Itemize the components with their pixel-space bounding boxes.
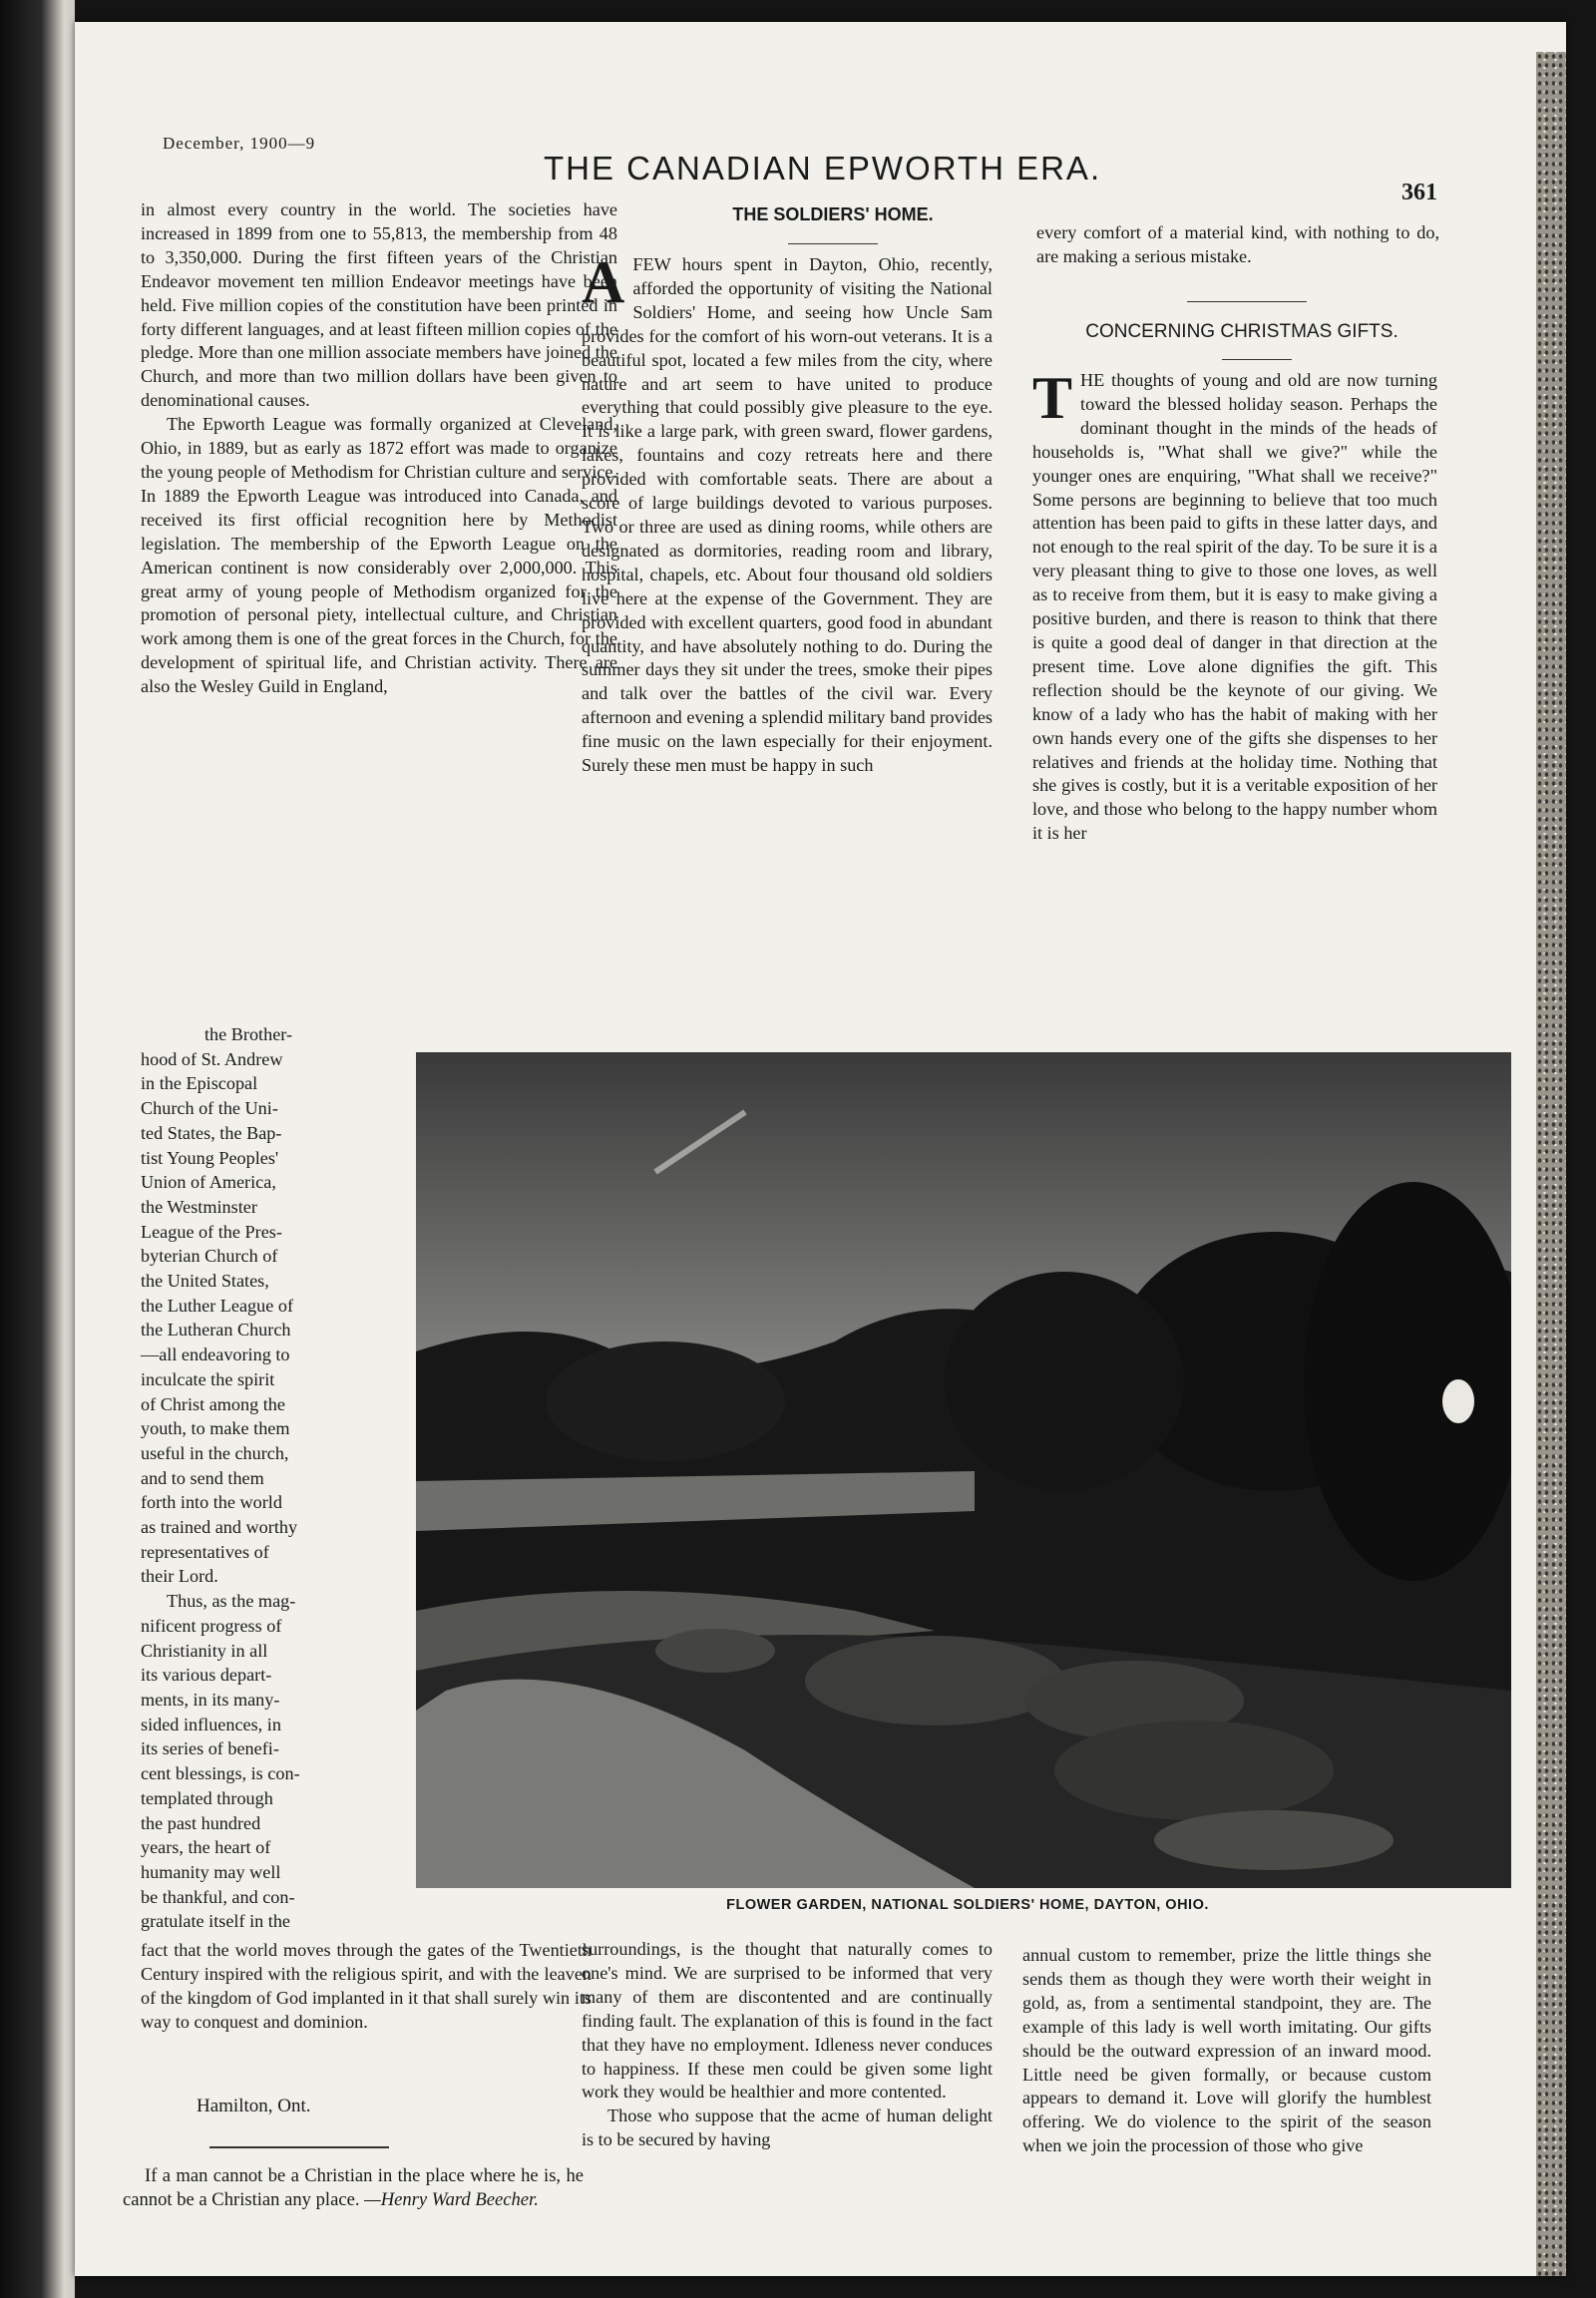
narrow-line: ments, in its many- [141, 1689, 280, 1710]
column-3-bottom [1022, 1944, 1431, 2158]
narrow-line: tist Young Peoples' [141, 1147, 279, 1168]
photo-caption: FLOWER GARDEN, NATIONAL SOLDIERS' HOME, DAYTON, OHIO. [726, 1897, 1209, 1913]
narrow-line: its series of benefi- [141, 1738, 279, 1759]
column-1-narrow [141, 1022, 400, 1934]
heading-rule [788, 243, 878, 244]
narrow-line: humanity may well [141, 1861, 281, 1882]
flower-garden-photo [416, 1052, 1511, 1888]
conclusion-paragraph: fact that the world moves through the gates of the Twentieth Century inspired with the religious spirit, and with the leaven of the kingdom of God implanted in it that shall surely win its way to conquest and dominion. [141, 1940, 592, 2032]
narrow-line: gratulate itself in the [141, 1911, 290, 1932]
narrow-line: the Brother- [204, 1024, 293, 1044]
narrow-line: nificent progress of [141, 1615, 282, 1636]
narrow-line: its various depart- [141, 1665, 272, 1686]
column-2-bottom [582, 1938, 993, 2152]
quote-author: —Henry Ward Beecher. [364, 2189, 539, 2210]
narrow-line: in the Episcopal [141, 1073, 258, 1094]
narrow-line: and to send them [141, 1467, 264, 1488]
drop-cap-t: T [1032, 365, 1073, 431]
column-1-top [141, 198, 617, 699]
narrow-line: sided influences, in [141, 1714, 281, 1734]
narrow-line: be thankful, and con- [141, 1886, 295, 1907]
garden-photo-image [416, 1052, 1511, 1888]
narrow-line: hood of St. Andrew [141, 1048, 283, 1069]
narrow-text [141, 1022, 400, 1934]
column-2-top [582, 249, 993, 778]
acme-paragraph: Those who suppose that the acme of human delight is to be secured by having [582, 2106, 993, 2150]
beecher-quote [123, 2164, 584, 2212]
signature: Hamilton, Ont. [197, 2096, 311, 2116]
issue-date: December, 1900—9 [163, 134, 316, 153]
endeavor-paragraph: in almost every country in the world. The societies have increased in 1899 from one to 55,813, the membership from 48 to 3,350,000. During the first fifteen years of the Christian Endeavor movement ten million Endeavor meetings have been held. Five million copies of the constitution have been printed in forty different languages, and at least fifteen million copies of the pledge. More than one million associate members have joined the Church, and more than two million dollars have been given to denominational causes. [141, 199, 617, 411]
column-3-middle [1032, 365, 1437, 846]
narrow-line: youth, to make them [141, 1418, 290, 1439]
narrow-line: —all endeavoring to [141, 1344, 290, 1365]
decorative-border [1536, 52, 1566, 2276]
section-rule [1187, 301, 1307, 302]
drop-cap-a: A [582, 249, 625, 315]
epworth-paragraph: The Epworth League was formally organized at Cleveland, Ohio, in 1889, but as early as 1872 effort was made to organize the young people of Methodism for Christian culture and service. In 1889 the Epworth League was introduced into Canada, and received its first official recognition here by Methodist legislation. The membership of the Epworth League on the American continent is now considerably over 2,000,000. This great army of young people of Methodism organized for the promotion of personal piety, intellectual culture, and Christian work among them is one of the great forces in the Church, for the development of spiritual life, and Christian activity. There are also the Wesley Guild in England, [141, 414, 617, 697]
narrow-line: Church of the Uni- [141, 1098, 278, 1119]
divider [209, 2146, 389, 2148]
narrow-line: the United States, [141, 1271, 269, 1292]
custom-paragraph: annual custom to remember, prize the little things she sends them as though they were worth their weight in gold, as, from a sentimental standpoint, they are. The example of this lady is well worth imitating. Our gifts should be the outward expression of an inward mood. Little need be given formally, or because custom appears to demand it. Love will glorify the humblest offering. We do violence to the spirit of the season when we join the procession of those who give [1022, 1945, 1431, 2156]
book-binding-edge [0, 0, 75, 2298]
column-1-bottom [141, 1939, 592, 2035]
narrow-line: inculcate the spirit [141, 1368, 275, 1389]
narrow-line: the Lutheran Church [141, 1320, 291, 1340]
soldiers-discontent-paragraph: surroundings, is the thought that naturally comes to one's mind. We are surprised to be informed that very many of them are discontented and are continually finding fault. The explanation of this is found in the fact that they have no employment. Idleness never conduces to happiness. If these men could be given some light work they would be healthier and more contented. [582, 1939, 993, 2103]
narrow-line: templated through [141, 1787, 273, 1808]
narrow-line: Union of America, [141, 1172, 276, 1193]
christmas-gifts-heading: CONCERNING CHRISTMAS GIFTS. [1085, 321, 1398, 342]
narrow-line: the past hundred [141, 1812, 261, 1833]
narrow-line: years, the heart of [141, 1837, 271, 1858]
column-3-top [1036, 221, 1439, 269]
christmas-paragraph: HE thoughts of young and old are now turning toward the blessed holiday season. Perhaps the dominant thought in the minds of the heads of households is, "What shall we give?" while the younger ones are enquiring, "What shall we receive?" Some persons are beginning to believe that too much attention has been paid to gifts in these latter days, and not enough to the real spirit of the day. To be sure it is a very pleasant thing to give to those one loves, as well as to receive from them, but it is easy to make giving a positive burden, and there is reason to think that there is quite a good deal of danger in that direction at the present time. Love alone dignifies the gift. This reflection should be the keynote of our giving. We know of a lady who has the habit of making with her own hands every one of the gifts she dispenses to her relatives and friends at the holiday time. Nothing that she gives is costly, but it is a veritable exposition of her love, and those who belong to the happy number whom it is her [1032, 370, 1437, 844]
narrow-line: the Westminster [141, 1196, 257, 1217]
narrow-line: their Lord. [141, 1566, 218, 1587]
narrow-line: forth into the world [141, 1492, 282, 1513]
quote-text: If a man cannot be a Christian in the place where he is, he cannot be a Christian any place. [123, 2165, 584, 2210]
comfort-paragraph: every comfort of a material kind, with nothing to do, are making a serious mistake. [1036, 222, 1439, 266]
soldiers-home-heading: THE SOLDIERS' HOME. [732, 204, 934, 224]
narrow-line: League of the Pres- [141, 1221, 282, 1242]
heading-rule-2 [1222, 359, 1292, 360]
narrow-line: Thus, as the mag- [167, 1591, 296, 1612]
narrow-line: representatives of [141, 1541, 269, 1562]
narrow-line: Christianity in all [141, 1640, 268, 1661]
narrow-line: the Luther League of [141, 1295, 294, 1316]
narrow-line: byterian Church of [141, 1246, 278, 1267]
magazine-title: THE CANADIAN EPWORTH ERA. [544, 150, 1102, 187]
narrow-line: as trained and worthy [141, 1517, 298, 1538]
narrow-line: of Christ among the [141, 1393, 285, 1414]
magazine-page [75, 22, 1566, 2276]
narrow-line: cent blessings, is con- [141, 1763, 300, 1784]
page-number: 361 [1401, 180, 1437, 205]
narrow-line: useful in the church, [141, 1442, 289, 1463]
soldiers-home-paragraph: FEW hours spent in Dayton, Ohio, recently, afforded the opportunity of visiting the National Soldiers' Home, and seeing how Uncle Sam provides for the comfort of his worn-out veterans. It is a beautiful spot, located a few miles from the city, where nature and art seem to have united to produce everything that could possibly give pleasure to the eye. It is like a large park, with green sward, flower gardens, lakes, fountains and cozy retreats here and there provided with comfortable seats. There are about a score of large buildings devoted to various purposes. Two or three are used as dining rooms, while others are designated as dormitories, reading room and library, hospital, chapels, etc. About four thousand old soldiers live here at the expense of the Government. They are provided with excellent quarters, good food in abundant quantity, and have absolutely nothing to do. During the summer days they sit under the trees, smoke their pipes and talk over the battles of the civil war. Every afternoon and evening a splendid military band provides fine music on the lawn especially for their enjoyment. Surely these men must be happy in such [582, 254, 993, 776]
narrow-line: ted States, the Bap- [141, 1122, 282, 1143]
